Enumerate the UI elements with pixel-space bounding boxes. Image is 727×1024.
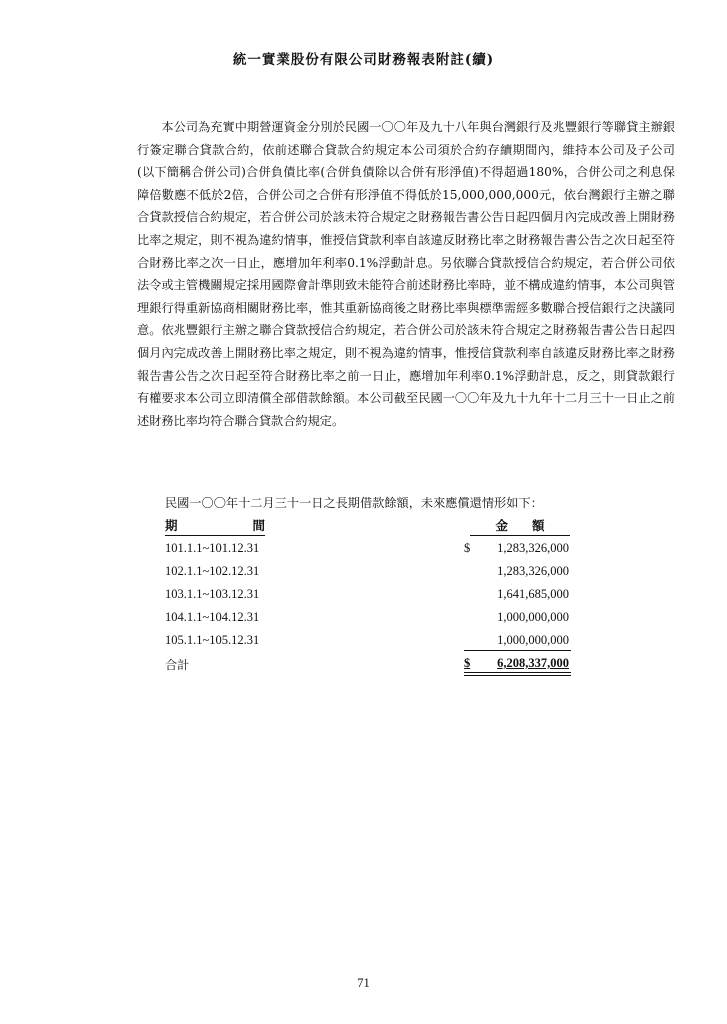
- header-amount-char-2: 額: [532, 518, 545, 533]
- table-header-period: [165, 516, 265, 536]
- row-period: 103.1.1~103.12.31: [165, 587, 260, 601]
- header-period-char-1: 期: [165, 518, 178, 533]
- row-amount: 1,283,326,000: [497, 541, 569, 555]
- table-row: [165, 610, 571, 630]
- row-amount: 1,283,326,000: [497, 564, 569, 578]
- repayment-schedule-intro: 民國一〇〇年十二月三十一日之長期借款餘額，未來應償還情形如下：: [165, 496, 543, 510]
- subtotal-rule: [464, 650, 571, 651]
- row-currency: $: [464, 541, 471, 555]
- table-header-amount: [470, 516, 570, 536]
- total-amount: 6,208,337,000: [497, 656, 569, 670]
- row-amount: 1,641,685,000: [497, 587, 569, 601]
- row-amount: 1,000,000,000: [497, 633, 569, 647]
- row-period: 105.1.1~105.12.31: [165, 633, 260, 647]
- loan-covenant-paragraph: 本公司為充實中期營運資金分別於民國一〇〇年及九十八年與台灣銀行及兆豐銀行等聯貸主辦銀行簽定聯合貸款合約，依前述聯合貸款合約規定本公司須於合約存續期間內，維持本公司及子公司(以下簡稱合併公司)合併負債比率(合併負債除以合併有形淨值)不得超過180%，合併公司之利息保障倍數應不低於2倍，合併公司之合併有形淨值不得低於15,000,000,000元，依台灣銀行主辦之聯合貸款授信合約規定，若合併公司於該未符合規定之財務報告書公告日起四個月內完成改善上開財務比率之規定，則不視為違約情事，惟授信貸款利率自該違反財務比率之財務報告書公告之次日起至符合財務比率之次一日止，應增加年利率0.1%浮動計息。另依聯合貸款授信合約規定，若合併公司依法令或主管機關規定採用國際會計準則致未能符合前述財務比率時，並不構成違約情事，本公司與管理銀行得重新協商相關財務比率，惟其重新協商後之財務比率與標準需經多數聯合授信銀行之決議同意。依兆豐銀行主辦之聯合貸款授信合約規定，若合併公司於該未符合規定之財務報告書公告日起四個月內完成改善上開財務比率之規定，則不視為違約情事，惟授信貸款利率自該違反財務比率之財務報告書公告之次日起至符合財務比率之前一日止，應增加年利率0.1%浮動計息，反之，則貸款銀行有權要求本公司立即清償全部借款餘額。本公司截至民國一〇〇年及九十九年十二月三十一日止之前述財務比率均符合聯合貸款合約規定。: [137, 120, 675, 428]
- total-label: 合計: [165, 658, 190, 672]
- table-row: [165, 541, 571, 561]
- table-row: [165, 564, 571, 584]
- row-period: 101.1.1~101.12.31: [165, 541, 260, 555]
- table-row: [165, 587, 571, 607]
- row-amount: 1,000,000,000: [497, 610, 569, 624]
- page-title: 統一實業股份有限公司財務報表附註(續): [232, 52, 495, 68]
- page-number: 71: [357, 976, 370, 990]
- header-period-char-2: 間: [252, 518, 265, 533]
- row-period: 104.1.1~104.12.31: [165, 610, 260, 624]
- row-period: 102.1.1~102.12.31: [165, 564, 260, 578]
- total-currency: $: [464, 656, 471, 670]
- total-double-rule: [464, 672, 571, 676]
- header-amount-char-1: 金: [495, 518, 508, 533]
